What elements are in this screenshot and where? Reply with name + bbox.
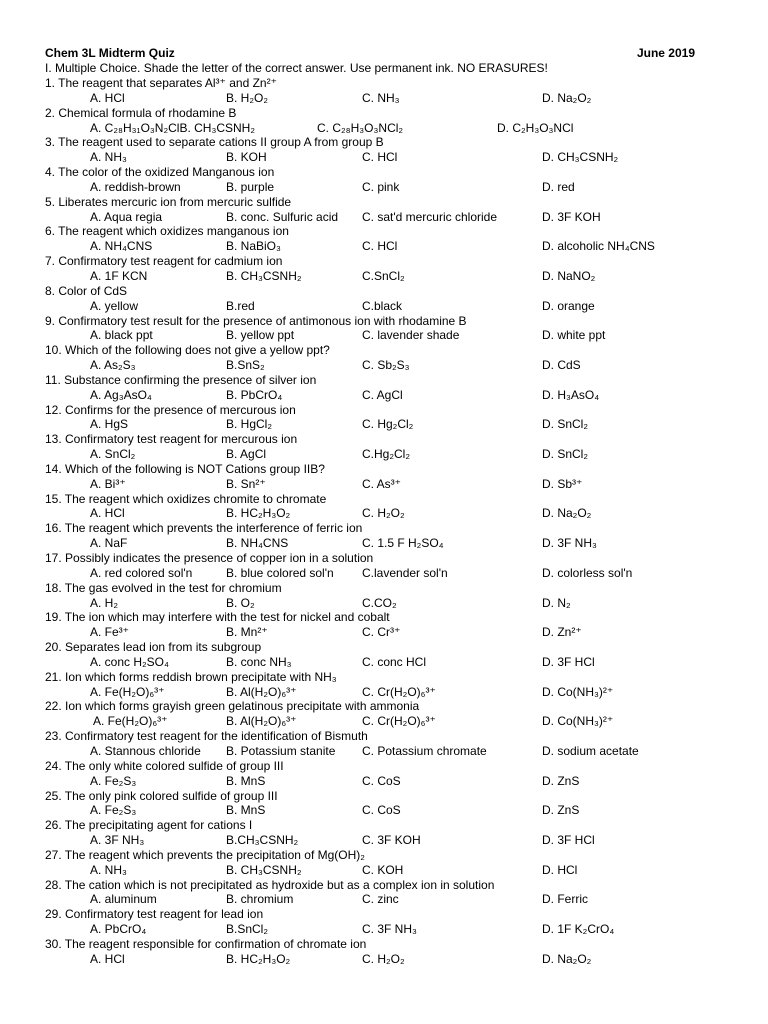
option-a[interactable]: A. Fe³⁺: [90, 625, 130, 640]
option-c[interactable]: C. CoS: [362, 773, 401, 788]
option-d[interactable]: D. red: [542, 179, 575, 194]
answer-options: [45, 803, 695, 818]
option-d[interactable]: D. C₂H₃O₃NCl: [497, 120, 574, 135]
option-c[interactable]: C.black: [362, 298, 403, 313]
answer-options: [45, 299, 695, 314]
question-text: 16. The reagent which prevents the interference of ferric ion: [45, 521, 363, 536]
option-a[interactable]: A. As₂S₃: [90, 358, 136, 373]
option-d[interactable]: D. Na₂O₂: [542, 506, 592, 521]
option-b[interactable]: B.red: [226, 298, 255, 313]
option-b[interactable]: B. yellow ppt: [226, 328, 295, 343]
question-item: [45, 76, 695, 106]
question-item: [45, 670, 695, 700]
question-item: [45, 789, 695, 819]
option-d[interactable]: D. white ppt: [542, 328, 606, 343]
option-a[interactable]: A. H₂: [90, 595, 118, 610]
option-c[interactable]: C. Cr(H₂O)₆³⁺: [362, 714, 436, 729]
question-text: 5. Liberates mercuric ion from mercuric sulfide: [45, 194, 292, 209]
option-a[interactable]: A. HCl: [90, 506, 125, 521]
option-c[interactable]: C. H₂O₂: [362, 951, 405, 966]
option-b[interactable]: B.CH₃CSNH₂: [226, 833, 299, 848]
question-text: 12. Confirms for the presence of mercurous ion: [45, 402, 296, 417]
answer-options: [45, 833, 695, 848]
option-c[interactable]: C. zinc: [362, 892, 399, 907]
question-text: 11. Substance confirming the presence of silver ion: [45, 372, 317, 387]
option-c[interactable]: C. Cr³⁺: [362, 625, 401, 640]
answer-options: [45, 685, 695, 700]
option-a[interactable]: A. Bi³⁺: [90, 476, 126, 491]
question-text: 8. Color of CdS: [45, 283, 128, 298]
option-a[interactable]: A. conc H₂SO₄: [90, 654, 169, 669]
option-a[interactable]: A. Stannous chloride: [90, 743, 201, 758]
option-c[interactable]: C.lavender sol'n: [362, 565, 448, 580]
answer-options: [45, 121, 695, 136]
question-text: 24. The only white colored sulfide of group III: [45, 758, 284, 773]
question-text: 2. Chemical formula of rhodamine B: [45, 105, 237, 120]
option-b[interactable]: B. MnS: [226, 803, 266, 818]
option-b[interactable]: B. MnS: [226, 773, 266, 788]
question-item: [45, 195, 695, 225]
answer-options: [45, 91, 695, 106]
option-b[interactable]: B. CH₃CSNH₂: [226, 862, 302, 877]
option-b[interactable]: B. HC₂H₃O₂: [226, 951, 291, 966]
option-c[interactable]: C. lavender shade: [362, 328, 460, 343]
question-item: [45, 432, 695, 462]
option-b[interactable]: B. CH₃CSNH₂: [226, 268, 302, 283]
answer-options: [45, 269, 695, 284]
option-b[interactable]: B.SnCl₂: [226, 922, 269, 937]
question-item: [45, 907, 695, 937]
option-d[interactable]: D. 3F HCl: [542, 654, 595, 669]
question-text: 29. Confirmatory test reagent for lead ion: [45, 907, 264, 922]
question-text: 7. Confirmatory test reagent for cadmium ion: [45, 254, 283, 269]
question-text: 23. Confirmatory test reagent for the identification of Bismuth: [45, 729, 368, 744]
option-a[interactable]: A. NaF: [90, 536, 128, 551]
option-c[interactable]: C. C₂₈H₃O₃NCl₂: [317, 120, 404, 135]
option-b[interactable]: B. Al(H₂O)₆³⁺: [226, 684, 297, 699]
question-text: 19. The ion which may interfere with the test for nickel and cobalt: [45, 610, 390, 625]
option-b[interactable]: B. HC₂H₃O₂: [226, 506, 291, 521]
question-text: 10. Which of the following does not give a yellow ppt?: [45, 343, 330, 358]
option-d[interactable]: D. NaNO₂: [542, 268, 596, 283]
answer-options: [45, 892, 695, 907]
answer-options: [45, 714, 695, 729]
question-text: 6. The reagent which oxidizes manganous ion: [45, 224, 289, 239]
answer-options: [45, 566, 695, 581]
option-d[interactable]: D. orange: [542, 298, 595, 313]
option-b[interactable]: B. Potassium stanite: [226, 743, 336, 758]
option-d[interactable]: D. 3F HCl: [542, 833, 595, 848]
answer-options: [45, 239, 695, 254]
option-a[interactable]: A. HgS: [90, 417, 129, 432]
question-item: [45, 729, 695, 759]
answer-options: [45, 210, 695, 225]
option-d[interactable]: D. Co(NH₃)²⁺: [542, 684, 614, 699]
option-b[interactable]: B. Al(H₂O)₆³⁺: [226, 714, 297, 729]
option-d[interactable]: D. Na₂O₂: [542, 90, 592, 105]
option-c[interactable]: C.CO₂: [362, 595, 397, 610]
question-text: 26. The precipitating agent for cations I: [45, 818, 253, 833]
question-text: 17. Possibly indicates the presence of copper ion in a solution: [45, 551, 374, 565]
answer-options: [45, 625, 695, 640]
question-text: 9. Confirmatory test result for the presence of antimonous ion with rhodamine B: [45, 313, 467, 328]
option-a[interactable]: A. HCl: [90, 90, 125, 105]
option-b[interactable]: B. blue colored sol'n: [226, 565, 334, 580]
answer-options: [45, 655, 695, 670]
answer-options: [45, 150, 695, 165]
option-c[interactable]: C.Hg₂Cl₂: [362, 447, 410, 462]
quiz-title: Chem 3L Midterm Quiz: [45, 46, 175, 60]
option-d[interactable]: D. CH₃CSNH₂: [542, 150, 619, 165]
question-text: 27. The reagent which prevents the precipitation of Mg(OH)₂: [45, 847, 365, 862]
option-b[interactable]: B. HgCl₂: [226, 417, 273, 432]
answer-options: [45, 506, 695, 521]
option-c[interactable]: C.SnCl₂: [362, 268, 405, 283]
quiz-instructions: I. Multiple Choice. Shade the letter of the correct answer. Use permanent ink. NO ERASURES!: [45, 61, 548, 75]
question-item: [45, 403, 695, 433]
option-b[interactable]: B. Sn²⁺: [226, 476, 266, 491]
option-b[interactable]: B. chromium: [226, 892, 294, 907]
option-b[interactable]: B. AgCl: [226, 447, 267, 462]
option-c[interactable]: C. sat'd mercuric chloride: [362, 209, 497, 224]
option-c[interactable]: C. 3F NH₃: [362, 922, 417, 937]
answer-options: [45, 774, 695, 789]
question-text: 14. Which of the following is NOT Cations group IIB?: [45, 461, 325, 476]
option-d[interactable]: D. Ferric: [542, 892, 588, 907]
question-text: 18. The gas evolved in the test for chromium: [45, 580, 282, 595]
answer-options: [45, 388, 695, 403]
quiz-page: [45, 46, 695, 967]
quiz-header: [45, 46, 695, 61]
option-d[interactable]: D. sodium acetate: [542, 743, 639, 758]
option-a[interactable]: A. PbCrO₄: [90, 922, 147, 937]
question-text: 13. Confirmatory test reagent for mercurous ion: [45, 432, 298, 447]
answer-options: [45, 922, 695, 937]
option-c[interactable]: C. 3F KOH: [362, 833, 421, 848]
option-c[interactable]: C. HCl: [362, 239, 398, 254]
question-text: 3. The reagent used to separate cations II group A from group B: [45, 135, 384, 150]
option-c[interactable]: C. pink: [362, 179, 400, 194]
quiz-date: June 2019: [636, 46, 695, 60]
option-b[interactable]: B. PbCrO₄: [226, 387, 283, 402]
option-d[interactable]: D. ZnS: [542, 773, 580, 788]
option-a[interactable]: A. black ppt: [90, 328, 153, 343]
question-item: [45, 551, 695, 581]
question-item: [45, 937, 695, 967]
option-d[interactable]: D. alcoholic NH₄CNS: [542, 239, 655, 254]
option-c[interactable]: C. KOH: [362, 862, 404, 877]
option-a[interactable]: A. 3F NH₃: [90, 833, 145, 848]
option-d[interactable]: D. Na₂O₂: [542, 951, 592, 966]
option-b[interactable]: B. KOH: [226, 150, 267, 165]
answer-options: [45, 328, 695, 343]
question-item: [45, 818, 695, 848]
question-item: [45, 343, 695, 373]
option-a[interactable]: A. Aqua regia: [90, 209, 163, 224]
option-b[interactable]: B. NaBiO₃: [226, 239, 281, 254]
option-c[interactable]: C. H₂O₂: [362, 506, 405, 521]
question-item: [45, 610, 695, 640]
question-item: [45, 284, 695, 314]
question-text: 20. Separates lead ion from its subgroup: [45, 640, 262, 655]
option-c[interactable]: C. Sb₂S₃: [362, 358, 410, 373]
answer-options: [45, 180, 695, 195]
option-d[interactable]: D. Co(NH₃)²⁺: [542, 714, 614, 729]
question-text: 1. The reagent that separates Al³⁺ and Zn²⁺: [45, 76, 277, 90]
option-d[interactable]: D. SnCl₂: [542, 417, 589, 432]
question-item: [45, 254, 695, 284]
question-item: [45, 165, 695, 195]
option-a[interactable]: A. NH₃: [90, 150, 127, 165]
option-b[interactable]: B. NH₄CNS: [226, 536, 289, 551]
question-text: 4. The color of the oxidized Manganous ion: [45, 165, 275, 180]
option-a[interactable]: A. Fe₂S₃: [90, 803, 137, 818]
option-c[interactable]: C. Potassium chromate: [362, 743, 487, 758]
option-d[interactable]: D. 1F K₂CrO₄: [542, 922, 615, 937]
option-d[interactable]: D. 3F KOH: [542, 209, 601, 224]
question-item: [45, 699, 695, 729]
option-b[interactable]: B. O₂: [226, 595, 255, 610]
option-a[interactable]: A. aluminum: [90, 892, 157, 907]
option-a[interactable]: A. SnCl₂: [90, 447, 136, 462]
question-item: [45, 224, 695, 254]
option-a[interactable]: A. Fe₂S₃: [90, 773, 137, 788]
question-item: [45, 373, 695, 403]
option-d[interactable]: D. Zn²⁺: [542, 625, 582, 640]
option-b[interactable]: B. Mn²⁺: [226, 625, 268, 640]
option-b[interactable]: B. purple: [226, 179, 275, 194]
question-item: [45, 492, 695, 522]
option-c[interactable]: C. As³⁺: [362, 476, 402, 491]
question-item: [45, 759, 695, 789]
option-c[interactable]: C. HCl: [362, 150, 398, 165]
option-d[interactable]: D. 3F NH₃: [542, 536, 597, 551]
option-d[interactable]: D. N₂: [542, 595, 571, 610]
option-b[interactable]: B. H₂O₂: [226, 90, 268, 105]
question-item: [45, 848, 695, 878]
question-list: [45, 76, 695, 967]
option-a[interactable]: A. C₂₈H₃₁O₃N₂ClB. CH₃CSNH₂: [90, 120, 255, 135]
question-item: [45, 878, 695, 908]
question-item: [45, 135, 695, 165]
question-text: 25. The only pink colored sulfide of group III: [45, 788, 278, 803]
option-c[interactable]: C. Hg₂Cl₂: [362, 417, 414, 432]
option-a[interactable]: A. NH₄CNS: [90, 239, 153, 254]
question-text: 28. The cation which is not precipitated as hydroxide but as a complex ion in solution: [45, 877, 495, 892]
answer-options: [45, 358, 695, 373]
option-a[interactable]: A. red colored sol'n: [90, 565, 193, 580]
option-a[interactable]: A. Ag₃AsO₄: [90, 387, 152, 402]
option-b[interactable]: B. conc. Sulfuric acid: [226, 209, 339, 224]
answer-options: [45, 447, 695, 462]
option-d[interactable]: D. colorless sol'n: [542, 565, 633, 580]
question-item: [45, 521, 695, 551]
option-d[interactable]: D. Sb³⁺: [542, 476, 583, 491]
option-b[interactable]: B. conc NH₃: [226, 654, 292, 669]
option-d[interactable]: D. H₃AsO₄: [542, 387, 600, 402]
option-c[interactable]: C. conc HCl: [362, 654, 427, 669]
question-item: [45, 462, 695, 492]
option-c[interactable]: C. Cr(H₂O)₆³⁺: [362, 684, 436, 699]
question-text: 30. The reagent responsible for confirmation of chromate ion: [45, 936, 367, 951]
option-c[interactable]: C. AgCl: [362, 387, 403, 402]
answer-options: [45, 596, 695, 611]
option-a[interactable]: A. HCl: [90, 951, 125, 966]
option-d[interactable]: D. CdS: [542, 358, 581, 373]
option-d[interactable]: D. HCl: [542, 862, 578, 877]
option-a[interactable]: A. Fe(H₂O)₆³⁺: [93, 714, 168, 729]
option-a[interactable]: A. reddish-brown: [90, 179, 181, 194]
answer-options: [45, 536, 695, 551]
option-a[interactable]: A. NH₃: [90, 862, 127, 877]
option-c[interactable]: C. 1.5 F H₂SO₄: [362, 536, 444, 551]
option-a[interactable]: A. yellow: [90, 298, 139, 313]
answer-options: [45, 952, 695, 967]
question-item: [45, 314, 695, 344]
option-c[interactable]: C. NH₃: [362, 90, 400, 105]
question-item: [45, 640, 695, 670]
option-c[interactable]: C. CoS: [362, 803, 401, 818]
option-b[interactable]: B.SnS₂: [226, 358, 265, 373]
option-d[interactable]: D. ZnS: [542, 803, 580, 818]
option-d[interactable]: D. SnCl₂: [542, 447, 589, 462]
option-a[interactable]: A. 1F KCN: [90, 268, 148, 283]
question-text: 22. Ion which forms grayish green gelatinous precipitate with ammonia: [45, 699, 420, 714]
question-item: [45, 581, 695, 611]
option-a[interactable]: A. Fe(H₂O)₆³⁺: [90, 684, 165, 699]
question-text: 21. Ion which forms reddish brown precipitate with NH₃: [45, 669, 337, 684]
answer-options: [45, 477, 695, 492]
answer-options: [45, 417, 695, 432]
answer-options: [45, 744, 695, 759]
answer-options: [45, 863, 695, 878]
question-item: [45, 106, 695, 136]
question-text: 15. The reagent which oxidizes chromite to chromate: [45, 491, 327, 506]
